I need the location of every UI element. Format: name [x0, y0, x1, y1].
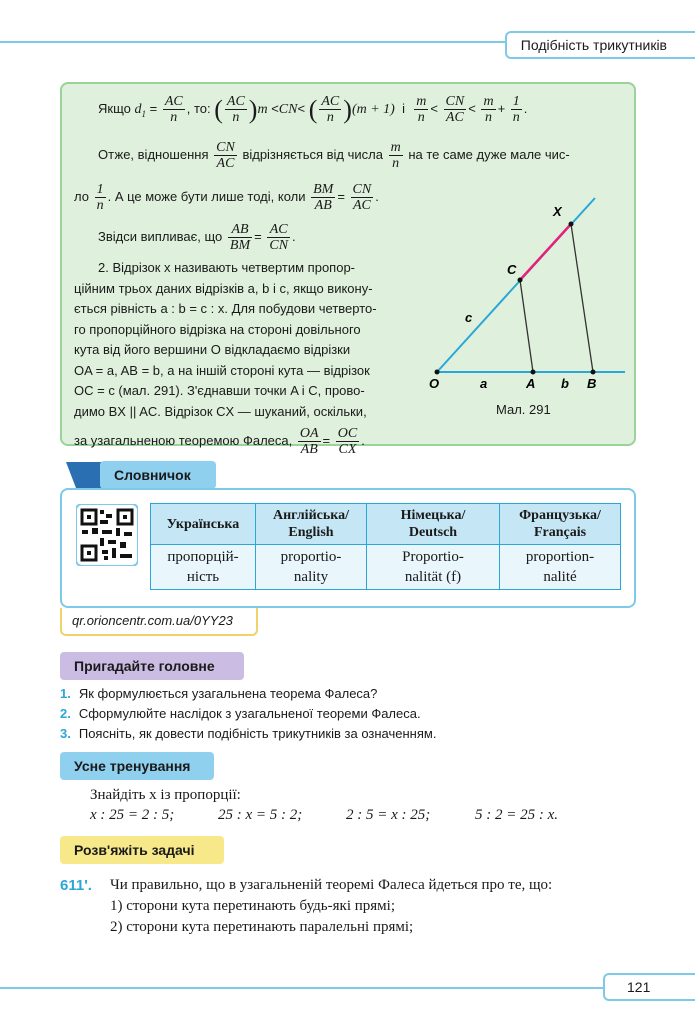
recall-item: 2. Сформулюйте наслідок з узагальненої теореми Фалеса. [60, 706, 421, 721]
oral-proportion: 25 : x = 5 : 2; [218, 807, 303, 823]
problem-text: Чи правильно, що в узагальненій теоремі Фалеса йдеться про те, що: [110, 877, 553, 893]
header-ukrainian: Українська [151, 504, 256, 545]
dictionary-table [150, 503, 621, 590]
recall-item: 3. Поясніть, як довести подібність трикутників за означенням. [60, 726, 437, 741]
segment-cx [520, 224, 571, 280]
problem-option: 1) сторони кута перетинають будь-які прямі; [110, 898, 395, 914]
point-x [569, 222, 574, 227]
dictionary-ribbon: Словничок [100, 461, 216, 489]
oral-proportion: 2 : 5 = x : 25; [346, 807, 431, 823]
label-c-point: C [507, 262, 517, 277]
recall-ribbon: Пригадайте головне [60, 652, 244, 680]
label-b-seg: b [561, 376, 569, 391]
header-english: Англійська/ English [256, 504, 367, 545]
running-header [0, 31, 695, 57]
label-x-point: X [553, 204, 562, 219]
point-b [591, 370, 596, 375]
label-c-seg: c [465, 310, 473, 325]
oral-ribbon: Усне тренування [60, 752, 214, 780]
line-ac [520, 280, 533, 372]
point-o [435, 370, 440, 375]
oral-proportion: x : 25 = 2 : 5; [90, 807, 175, 823]
point-a [531, 370, 536, 375]
point-c [518, 278, 523, 283]
header-german: Німецька/ Deutsch [367, 504, 500, 545]
theory-line-4: Звідси випливає, що $\frac{AB}{BM}$ = $\frac{AC}{CN}$ . [98, 222, 296, 253]
cell-english: proportio- nality [256, 545, 367, 590]
oral-task: Знайдіть x із пропорції: [90, 787, 241, 803]
figure-caption: Мал. 291 [496, 402, 551, 417]
theory-line-3: ло $\frac{1}{n}$ . А це може бути лише тоді, коли $\frac{BM}{AB}$ = $\frac{CN}{AC}$ . [74, 182, 379, 213]
qr-link[interactable]: qr.orioncentr.com.ua/0YY23 [60, 608, 258, 636]
label-a-seg: a [480, 376, 488, 391]
footer-line [0, 987, 603, 989]
label-a-point: A [526, 376, 536, 391]
page-number: 121 [603, 973, 695, 1001]
paragraph-2: 2. Відрізок x називають четвертим пропор- ційним трьох даних відрізків a, b і c, якщо виконy- ється рівність a : b = c : x. Для побудови четверто- го пропорційного відрізка на стороні довільного кута від його вершини O відкладаємо відрізки OA = a, AB = b, а на іншій стороні кута — відрізок OC = c (мал. 291). З'єднавши точки A і C, прово- димо BX || AC. Відрізок CX — шуканий, оскільки, за узагальненою теоремою Фалеса, $\frac{OA}{AB}$ = $\frac{OC}{CX}$ . [74, 260, 377, 457]
cell-german: Proportio- nalität (f) [367, 545, 500, 590]
solve-ribbon: Розв'яжіть задачі [60, 836, 224, 864]
header-french: Французька/ Français [500, 504, 621, 545]
qr-code [76, 504, 138, 566]
theory-line-1: Якщо $d_1$ = $\frac{AC}{n}$ , то: ( $\frac{AC}{n}$ )m <CN< ( $\frac{AC}{n}$ )(m + 1) і $\frac{m}{n}$ < $\frac{CN}{AC}$ < $\frac{m}{n}$ + $\frac{1}{n}$ . [98, 94, 528, 125]
label-b-point: B [587, 376, 597, 391]
theory-line-2: Отже, відношення $\frac{CN}{AC}$ відрізняється від числа $\frac{m}{n}$ на те саме дуже мале чис- [98, 140, 570, 171]
recall-item: 1. Як формулюється узагальнена теорема Фалеса? [60, 686, 378, 701]
cell-ukrainian: пропорцій- ність [151, 545, 256, 590]
cell-french: proportion- nalité [500, 545, 621, 590]
problem-option: 2) сторони кута перетинають паралельні прямі; [110, 919, 414, 935]
oral-proportion: 5 : 2 = 25 : x. [475, 807, 559, 823]
chapter-title: Подібність трикутників [505, 31, 695, 59]
line-bx [571, 224, 593, 372]
label-o: O [429, 376, 440, 391]
figure-291 [425, 190, 635, 400]
problem-number: 611'. [60, 877, 92, 894]
